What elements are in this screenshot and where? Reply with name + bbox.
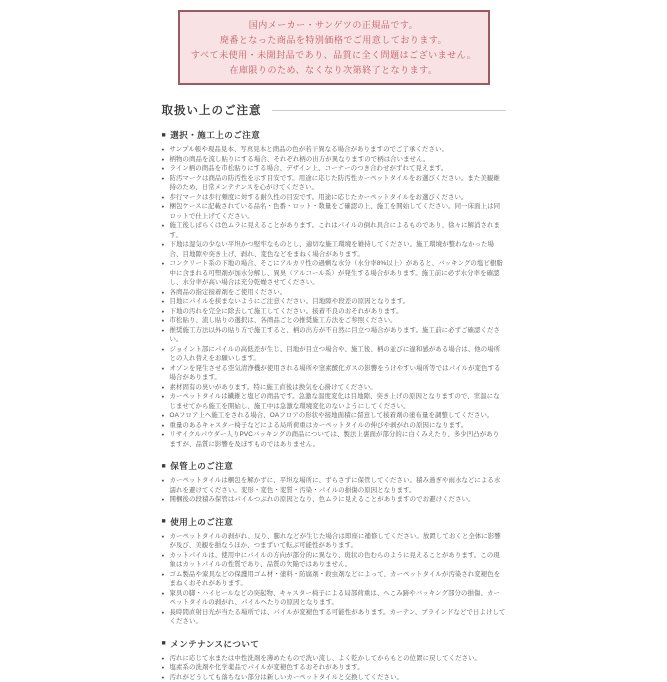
notice-item bbox=[162, 383, 506, 393]
dot-bullet-icon: ● bbox=[162, 345, 170, 364]
notice-item-text: カーペットタイルは繊維と塩ビの商品です。急激な温度変化は目地隙、突き上げの原因となりますので、室温になじませてから施工を開始し、施工中は急激な環境変化のないようにしてください。 bbox=[170, 392, 506, 411]
dot-bullet-icon: ● bbox=[162, 421, 170, 431]
notice-item-text: 家具の脚・ハイヒールなどの突起物、キャスター椅子による局部荷重は、へこみ跡やバッキング部分の損傷、カーペットタイルの剥がれ、パイルへたりの原因となります。 bbox=[170, 589, 506, 608]
section-title-text: メンテナンスについて bbox=[170, 638, 259, 650]
notice-section bbox=[162, 516, 506, 627]
notice-item bbox=[162, 164, 506, 174]
notice-item-text: 汚れがどうしても落ちない部分は新しいカーペットタイルと交換してください。 bbox=[170, 673, 506, 682]
square-bullet-icon: ■ bbox=[162, 518, 167, 525]
dot-bullet-icon: ● bbox=[162, 476, 170, 495]
notice-item bbox=[162, 589, 506, 608]
notice-line: 在庫限りのため、なくなり次第終了となります。 bbox=[184, 63, 484, 78]
dot-bullet-icon: ● bbox=[162, 495, 170, 505]
notice-item-text: OAフロア上へ施工をされる場合、OAフロアの形状や接地面積に留意して接着剤の塗布量を調整してください。 bbox=[170, 411, 506, 421]
notice-item-text: 長時間直射日光が当たる場所では、パイルが変褪色する可能性があります。カーテン、ブラインドなどで日よけしてください。 bbox=[170, 608, 506, 627]
notice-item bbox=[162, 345, 506, 364]
notice-item bbox=[162, 145, 506, 155]
dot-bullet-icon: ● bbox=[162, 364, 170, 383]
notice-item bbox=[162, 326, 506, 345]
notice-item-text: 梱包ケースに記載されている品名・色番・ロット・数量をご確認の上、施工を開始してください。同一床面上は同ロットで仕上げてください。 bbox=[170, 202, 506, 221]
dot-bullet-icon: ● bbox=[162, 259, 170, 288]
notice-item bbox=[162, 240, 506, 259]
notice-item bbox=[162, 532, 506, 551]
square-bullet-icon: ■ bbox=[162, 132, 167, 139]
section-title-text: 保管上のご注意 bbox=[170, 460, 233, 472]
notice-item-text: 歩行マークは歩行頻度に対する耐久性の目安です。用途に応じたカーペットタイルをお選びください。 bbox=[170, 193, 506, 203]
content bbox=[162, 102, 506, 682]
dot-bullet-icon: ● bbox=[162, 589, 170, 608]
dot-bullet-icon: ● bbox=[162, 551, 170, 570]
dot-bullet-icon: ● bbox=[162, 673, 170, 682]
dot-bullet-icon: ● bbox=[162, 654, 170, 664]
notice-item-text: 下地は湿気の少ない平坦かつ堅牢なものとし、適切な施工環境を維持してください。施工環境が整わなかった場合、目地隙や突き上げ、剥れ、変色などをまねく場合があります。 bbox=[170, 240, 506, 259]
dot-bullet-icon: ● bbox=[162, 532, 170, 551]
notice-item bbox=[162, 663, 506, 673]
notice-item bbox=[162, 202, 506, 221]
notice-item bbox=[162, 476, 506, 495]
dot-bullet-icon: ● bbox=[162, 608, 170, 627]
notice-item-text: サンプル帳や現品見本、写真見本と商品の色が若干異なる場合がありますのでご了承ください。 bbox=[170, 145, 506, 155]
notice-item bbox=[162, 316, 506, 326]
notice-item bbox=[162, 673, 506, 682]
notice-item-text: 汚れに応じて水または中性洗剤を薄めたもので洗い流し、よく乾かしてからもとの位置に戻してください。 bbox=[170, 654, 506, 664]
page-title-text: 取扱い上のご注意 bbox=[162, 102, 262, 118]
dot-bullet-icon: ● bbox=[162, 411, 170, 421]
notice-item-text: 重量のあるキャスター椅子などによる局所荷重はカーペットタイルの伸びや剥がれの原因になります。 bbox=[170, 421, 506, 431]
notice-item-text: 推奨施工方法以外の貼り方で施工すると、柄の出方が不自然に目立つ場合があります。施工前に必ずご確認ください。 bbox=[170, 326, 506, 345]
notice-section bbox=[162, 638, 506, 682]
notice-item-text: 防汚マークは商品の防汚性を示す目安です。用途に応じた防汚性カーペットタイルをお選びください。また美観維持のため、日常メンテナンスを心がけてください。 bbox=[170, 174, 506, 193]
square-bullet-icon: ■ bbox=[162, 640, 167, 647]
section-title-text: 使用上のご注意 bbox=[170, 516, 233, 528]
notice-line: すべて未使用・未開封品であり、品質に全く問題はございません。 bbox=[184, 48, 484, 63]
notice-item-text: カーペットタイルは梱包を解かずに、平坦な場所に、ずらさずに保管してください。積み過ぎや雨水などによる水濡れを避けてください。変形・変色・変質・汚染・パイルの損傷の原因となります。 bbox=[170, 476, 506, 495]
dot-bullet-icon: ● bbox=[162, 174, 170, 193]
dot-bullet-icon: ● bbox=[162, 164, 170, 174]
dot-bullet-icon: ● bbox=[162, 392, 170, 411]
notice-item-text: 柄物の商品を流し貼りにする場合、それぞれ柄の出方が異なりますので柄は合いません。 bbox=[170, 155, 506, 165]
notice-item-text: ジョイント部にパイルの高低差が生じ、目地が目立つ場合や、施工後、柄の並びに違和感がある場合は、他の場所との入れ替えをお願いします。 bbox=[170, 345, 506, 364]
page-title bbox=[162, 102, 506, 118]
dot-bullet-icon: ● bbox=[162, 383, 170, 393]
section-title bbox=[162, 460, 506, 472]
notice-line: 廃番となった商品を特別価格でご用意しております。 bbox=[184, 33, 484, 48]
notice-item bbox=[162, 654, 506, 664]
notice-item bbox=[162, 288, 506, 298]
dot-bullet-icon: ● bbox=[162, 570, 170, 589]
dot-bullet-icon: ● bbox=[162, 155, 170, 165]
section-title-text: 選択・施工上のご注意 bbox=[170, 129, 260, 141]
notice-item bbox=[162, 155, 506, 165]
section-title bbox=[162, 516, 506, 528]
notice-item bbox=[162, 259, 506, 288]
notice-box bbox=[178, 10, 490, 85]
notice-item-text: ライン柄の商品を市松貼りにする場合、デザイン上、コーナーのつき合わせがずれて見えます。 bbox=[170, 164, 506, 174]
notice-item-text: 塩素系の洗剤や化学薬品でパイルが変褪色するおそれがあります。 bbox=[170, 663, 506, 673]
notice-item-text: カーペットタイルの剥がれ、反り、膨れなどが生じた場合は即座に補修してください。放置しておくと全体に影響が及び、美観を損なうほか、つまずいて転ぶ可能性があります。 bbox=[170, 532, 506, 551]
dot-bullet-icon: ● bbox=[162, 326, 170, 345]
dot-bullet-icon: ● bbox=[162, 145, 170, 155]
notice-item-text: 目地にパイルを挟まないようにご注意ください。目地隙や段差の原因となります。 bbox=[170, 297, 506, 307]
notice-section bbox=[162, 460, 506, 505]
notice-item-text: カットパイルは、使用中にパイルの方向が部分的に異なり、斑状の色むらのように見えることがあります。この現象はカットパイルの性質であり、品質の欠陥ではありません。 bbox=[170, 551, 506, 570]
dot-bullet-icon: ● bbox=[162, 430, 170, 449]
dot-bullet-icon: ● bbox=[162, 193, 170, 203]
dot-bullet-icon: ● bbox=[162, 288, 170, 298]
notice-item bbox=[162, 221, 506, 240]
notice-item bbox=[162, 430, 506, 449]
page bbox=[0, 10, 667, 682]
notice-item-text: 素材固有の臭いがあります。特に施工直後は換気を心掛けてください。 bbox=[170, 383, 506, 393]
notice-item-text: リサイクルパウダー入りPVCバッキングの商品については、製法上裏面が部分的に白くみえたり、多少凹凸がありますが、品質に影響を及ぼすものではありません。 bbox=[170, 430, 506, 449]
square-bullet-icon: ■ bbox=[162, 463, 167, 470]
section-title bbox=[162, 129, 506, 141]
notice-item bbox=[162, 364, 506, 383]
dot-bullet-icon: ● bbox=[162, 240, 170, 259]
notice-item-text: 市松貼り、流し貼りの選択は、各商品ごとの推奨施工方法をご参照ください。 bbox=[170, 316, 506, 326]
notice-item bbox=[162, 174, 506, 193]
dot-bullet-icon: ● bbox=[162, 307, 170, 317]
notice-item bbox=[162, 297, 506, 307]
sections bbox=[162, 129, 506, 682]
notice-item bbox=[162, 495, 506, 505]
notice-item bbox=[162, 411, 506, 421]
notice-item bbox=[162, 570, 506, 589]
notice-line: 国内メーカー・サンゲツの正規品です。 bbox=[184, 18, 484, 33]
dot-bullet-icon: ● bbox=[162, 663, 170, 673]
dot-bullet-icon: ● bbox=[162, 316, 170, 326]
notice-item-text: 下地の汚れを完全に除去して施工してください。接着不良のおそれがあります。 bbox=[170, 307, 506, 317]
dot-bullet-icon: ● bbox=[162, 297, 170, 307]
notice-item bbox=[162, 421, 506, 431]
notice-section bbox=[162, 129, 506, 449]
notice-item-text: ゴム製品や家具などの保護用ゴム材・塗料・防腐剤・殺虫剤などによって、カーペットタイルが汚染され変褪色をまねくおそれがあります。 bbox=[170, 570, 506, 589]
notice-item bbox=[162, 392, 506, 411]
notice-item-text: 開梱後の段積み保管はパイルつぶれの原因となり、色ムラに見えることがありますのでお避けください。 bbox=[170, 495, 506, 505]
title-rule-divider bbox=[272, 110, 506, 111]
notice-item bbox=[162, 193, 506, 203]
dot-bullet-icon: ● bbox=[162, 202, 170, 221]
notice-item bbox=[162, 307, 506, 317]
notice-item-text: 各商品の指定接着剤をご使用ください。 bbox=[170, 288, 506, 298]
notice-item-text: コンクリート系の下地の場合、そこにアルカリ性の過剰な水分（水分率8%以上）があると、バッキングの塩ビ樹脂中に含まれる可塑剤が加水分解し、異臭（アルコール系）が発生する場合があります。施工前に必ず水分率を確認し、水分率が高い場合は充分乾燥させてください。 bbox=[170, 259, 506, 288]
section-title bbox=[162, 638, 506, 650]
notice-item-text: 施工後しばらくは色ムラに見えることがあります。これはパイルの倒れ具合によるものであり、徐々に解消されます。 bbox=[170, 221, 506, 240]
notice-item-text: オゾンを発生させる空気清浄機が使用される場所や窒素酸化ガスの影響をうけやすい場所等ではパイルが変色する場合があります。 bbox=[170, 364, 506, 383]
dot-bullet-icon: ● bbox=[162, 221, 170, 240]
notice-item bbox=[162, 551, 506, 570]
notice-item bbox=[162, 608, 506, 627]
